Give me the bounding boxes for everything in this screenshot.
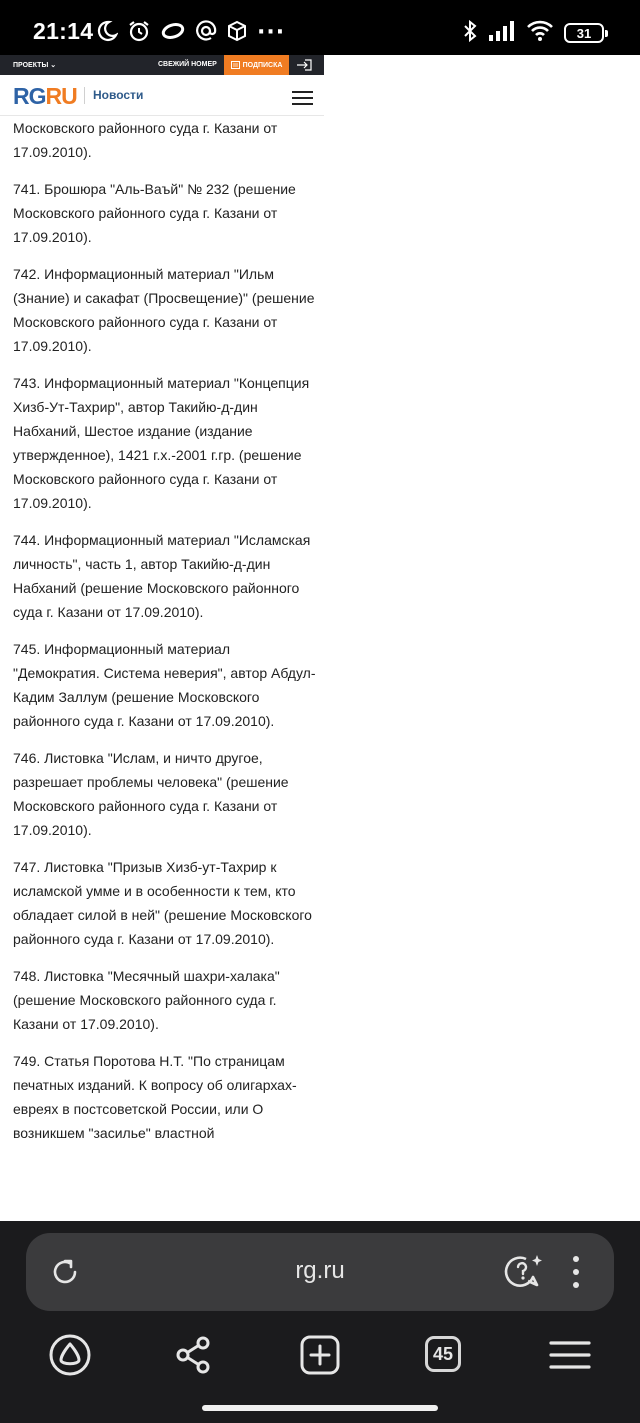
fresh-issue-link[interactable]: СВЕЖИЙ НОМЕР [158,61,217,68]
list-item: 747. Листовка "Призыв Хизб-ут-Тахрир к исламской умме и в особенности к тем, кто обладает силой в ней" (решение Московского районного суда г. Казани от 17.09.2010). [13,859,312,947]
login-icon[interactable] [296,59,312,73]
alarm-icon [127,19,151,47]
logo-rg: RG [13,83,46,109]
more-dots-icon: ··· [257,20,286,45]
share-icon[interactable] [172,1333,216,1377]
list-item: 748. Листовка "Месячный шахри-халака" (решение Московского районного суда г. Казани от 17.09.2010). [13,968,280,1032]
rg-logo[interactable] [13,84,77,108]
subscribe-button[interactable] [224,55,289,75]
browser-chrome [0,1221,640,1423]
oval-icon [160,21,186,45]
signal-icon [488,20,516,46]
hamburger-menu-icon[interactable] [292,91,313,105]
list-item: 743. Информационный материал "Концепция Хизб-Ут-Тахрир", автор Такийю-д-дин Набханий, Шестое издание (издание утвержденное), 1421 г.х.-2001 г.гр. (решение Московского районного суда г. Казани от 17.09.2010). [13,375,310,511]
subscribe-label: ПОДПИСКА [242,61,283,69]
list-item: 745. Информационный материал "Демократия. Система неверия", автор Абдул-Кадим Заллум (решение Московского районного суда г. Казани от 17.09.2010). [13,641,316,729]
clock: 21:14 [33,18,94,44]
status-bar [0,0,640,55]
wifi-icon [526,20,554,46]
newspaper-icon [231,61,240,69]
list-item: 746. Листовка "Ислам, и ничто другое, разрешает проблемы человека" (решение Московского районного суда г. Казани от 17.09.2010). [13,750,289,838]
box-icon [226,20,248,46]
notification-icons [96,19,285,47]
projects-menu[interactable]: ПРОЕКТЫ ⌄ [13,62,57,69]
system-icons [462,19,604,47]
list-item: 749. Статья Поротова Н.Т. "По страницам печатных изданий. К вопросу об олигархах-евреях в постсоветской России, или О возникшем "засилье" властной [13,1053,297,1141]
site-top-strip [0,55,324,75]
menu-icon[interactable] [548,1333,592,1377]
list-item: Московского районного суда г. Казани от 17.09.2010). [13,120,278,160]
moon-icon [96,20,118,46]
logo-ru: RU [45,83,77,109]
site-header [0,75,324,116]
browser-toolbar [0,1333,640,1383]
article-body [13,116,318,1158]
home-indicator[interactable] [202,1405,438,1411]
website-viewport [0,55,324,1221]
list-item: 741. Брошюра "Аль-Ваъй" № 232 (решение Московского районного суда г. Казани от 17.09.2010). [13,181,296,245]
new-tab-icon[interactable] [298,1333,342,1377]
address-bar[interactable] [26,1233,614,1311]
ai-assistant-icon[interactable] [504,1253,544,1291]
at-icon [195,20,217,46]
alice-home-icon[interactable] [48,1333,92,1377]
url-text[interactable]: rg.ru [295,1257,345,1284]
bluetooth-icon [462,19,478,47]
list-item: 742. Информационный материал "Ильм (Знание) и сакафат (Просвещение)" (решение Московского районного суда г. Казани от 17.09.2010). [13,266,315,354]
list-item: 744. Информационный материал "Исламская личность", часть 1, автор Такийю-д-дин Набханий (решение Московского районного суда г. Казани от 17.09.2010). [13,532,311,620]
more-options-icon[interactable] [568,1254,584,1290]
section-link-news[interactable]: Новости [93,88,144,102]
tabs-icon[interactable]: 45 [425,1336,461,1372]
battery-indicator: 31 [564,23,604,43]
logo-divider [84,87,85,104]
